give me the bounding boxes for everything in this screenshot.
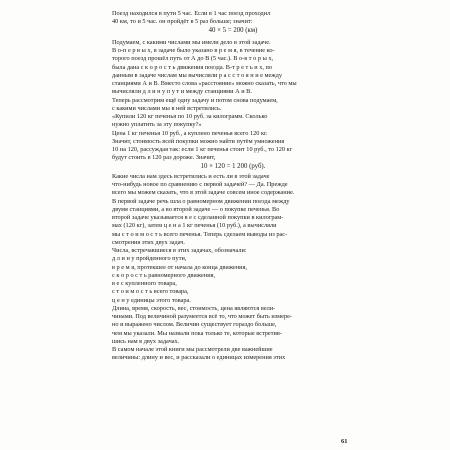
text-line: 40 км, то и 5 час. он пройдёт в 5 раз больше; значит: bbox=[112, 18, 253, 26]
text-line: второй задаче указывается в е с сделанной покупки в килограм- bbox=[112, 214, 284, 221]
text-line: В самом начале этой книги мы рассмотрели две важнейшие bbox=[112, 346, 273, 353]
text-line: всего мы можем сказать, что в этой задаче совсем иное содержание. bbox=[112, 189, 295, 197]
text-line: с какими числами мы в ней встретились. bbox=[112, 104, 222, 112]
text-line: была дана с к о р о с т ь движения поезда. В-т р е т ь и х, по bbox=[112, 63, 273, 71]
text-line: В первой задаче речь шла о равномерном движении поезда между bbox=[112, 197, 290, 205]
text-line: Значит, стоимость всей покупки можно найти путём умножения bbox=[112, 137, 285, 145]
page-text bbox=[103, 10, 353, 363]
text-line: Числа, встречавшиеся в этих задачах, обозначали: bbox=[112, 247, 247, 254]
text-line: чем мы указали. Мы назвали пока только те, которые встретив- bbox=[112, 329, 282, 337]
text-line: станциями А и В. Вместо слова «расстояние» можно сказать, что мы bbox=[112, 80, 297, 87]
text-line: 10 на 120, рассуждая так: если 1 кг печенья стоит 10 руб., то 120 кг bbox=[112, 146, 293, 153]
text-line: Подумаем, с какими числами мы имели дело в этой задаче. bbox=[112, 38, 271, 46]
text-line: что-нибудь новое по сравнению с первой задачей? — Да. Прежде bbox=[112, 181, 288, 188]
text-line: двумя станциями, а во второй задаче — о покупке печенья. Во bbox=[112, 205, 280, 213]
text-line: чинами. Под величиной разумеется всё то, что может быть измере- bbox=[112, 313, 292, 320]
text-line: Какие числа нам здесь встретились и есть ли в этой задаче bbox=[112, 172, 270, 180]
text-line: Цена 1 кг печенья 10 руб., а куплено печенья всего 120 кг. bbox=[112, 129, 268, 137]
text-line: величины: длину и вес, и рассказали о единицах измерения этих bbox=[112, 354, 286, 362]
text-line: мы с т о и м о с т ь всего печенья. Теперь сделаем выводы из рас- bbox=[112, 230, 288, 238]
text-line: с к о р о с т ь равномерного движения, bbox=[112, 271, 216, 279]
text-line: Теперь рассмотрим ещё одну задачу и потом снова подумаем, bbox=[112, 96, 278, 104]
text-line: Длина, время, скорость, вес, стоимость, цена являются вели- bbox=[112, 304, 276, 312]
text-line: В о-п е р в ы х, в задаче было указано в р е м я, в течение ко- bbox=[112, 47, 275, 54]
text-line: будут стоить в 120 раз дороже. Значит, bbox=[112, 154, 216, 162]
formula-line: 10 × 120 = 1 200 (руб). bbox=[200, 162, 266, 170]
text-line: нужно уплатить за эту покупку?» bbox=[112, 121, 202, 129]
text-line: смотрения этих двух задач. bbox=[112, 238, 185, 246]
text-line: торого поезд прошёл путь от А до В (5 час.). В о-в т о р ы х, bbox=[112, 55, 274, 63]
text-line: в р е м я, протекшее от начала до конца движения, bbox=[112, 263, 248, 271]
text-line: вычисляли д л и н у п у т и между станциями А и В. bbox=[112, 88, 252, 96]
page-number: 61 bbox=[341, 438, 348, 445]
text-line: д л и н у пройденного пути, bbox=[112, 255, 187, 263]
text-line: данным в задаче числам мы вычисляли р а с с т о я н и е между bbox=[112, 71, 283, 79]
text-line: ц е н у единицы этого товара. bbox=[112, 296, 191, 304]
text-line: в е с купленного товара, bbox=[112, 280, 177, 287]
text-line: но и выражено числом. Величин существует гораздо больше, bbox=[112, 321, 277, 329]
text-line: с т о и м о с т ь всего товара, bbox=[112, 288, 189, 296]
text-line: мах (120 кг), затем ц е н а 1 кг печенья (10 руб.), а вычисляли bbox=[112, 222, 277, 230]
text-line: «Купили 120 кг печенья по 10 руб. за килограмм. Сколько bbox=[112, 113, 268, 120]
text-line: шись нам в двух задачах. bbox=[112, 337, 180, 345]
text-line: Поезд находился в пути 5 час. Если в 1 час поезд проходил bbox=[112, 10, 271, 17]
formula-line: 40 × 5 = 200 (км) bbox=[208, 26, 258, 34]
